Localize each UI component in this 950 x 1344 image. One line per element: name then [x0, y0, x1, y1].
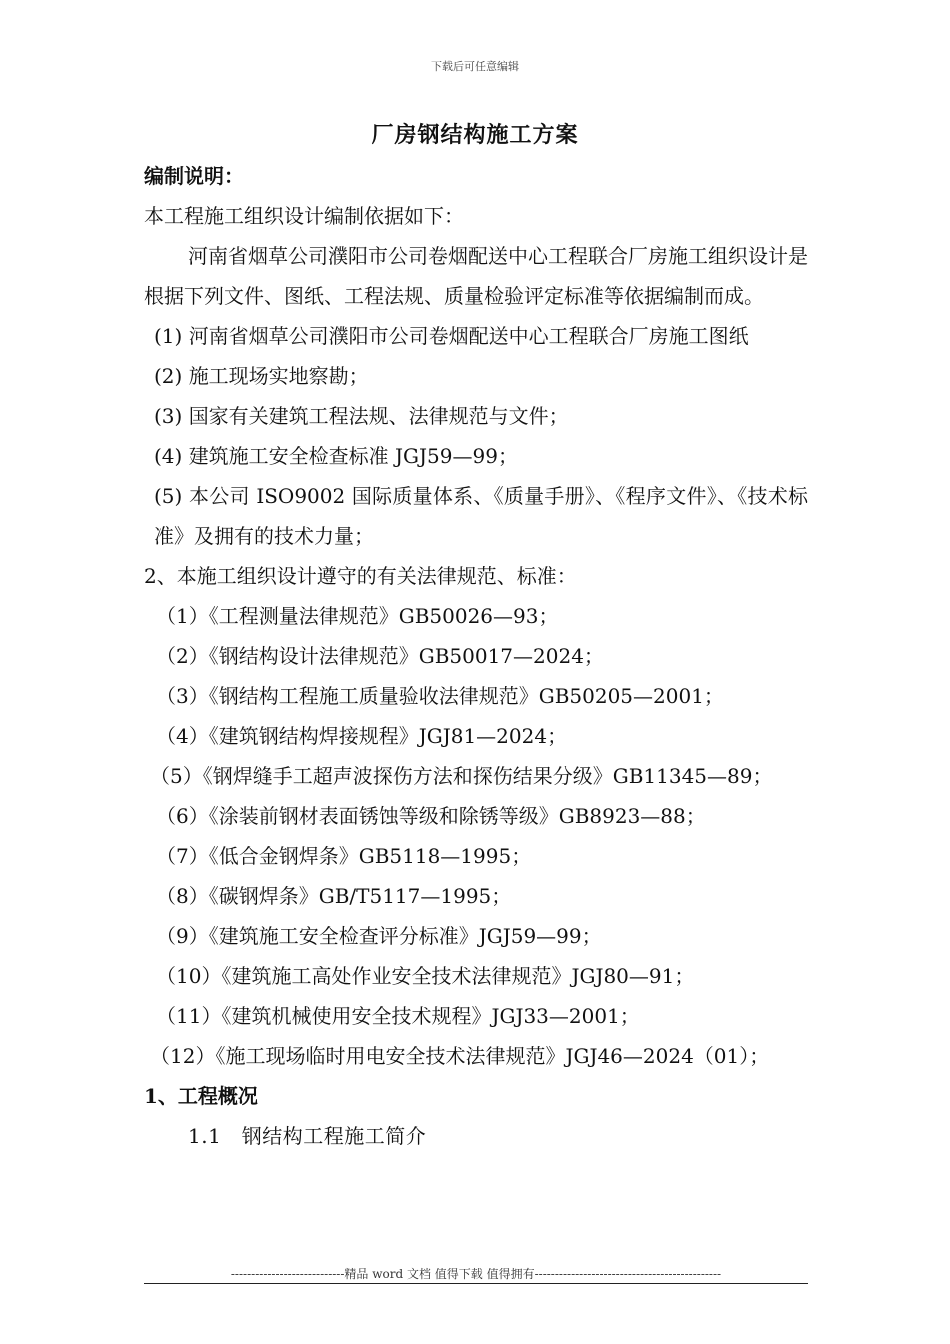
- header-note: 下载后可任意编辑: [431, 60, 519, 73]
- standard-item: （1）《工程测量法律规范》GB50026—93；: [156, 604, 559, 628]
- section-1-heading: 1、工程概况: [144, 1084, 258, 1108]
- standard-item: （4）《建筑钢结构焊接规程》JGJ81—2024；: [156, 724, 568, 748]
- standard-item: （7）《低合金钢焊条》GB5118—1995；: [156, 844, 532, 868]
- section-1-1-subheading: 1.1 钢结构工程施工简介: [188, 1124, 427, 1148]
- basis-item: (2) 施工现场实地察勘；: [154, 364, 369, 388]
- intro-line: 本工程施工组织设计编制依据如下：: [144, 204, 464, 228]
- standard-item: （2）《钢结构设计法律规范》GB50017—2024；: [156, 644, 604, 668]
- document-title: 厂房钢结构施工方案: [371, 122, 579, 148]
- basis-paragraph: 河南省烟草公司濮阳市公司卷烟配送中心工程联合厂房施工组织设计是根据下列文件、图纸、工程法规、质量检验评定标准等依据编制而成。: [144, 244, 808, 308]
- footer-divider: [144, 1283, 808, 1284]
- footer-note: ----------------------------精品 word 文档 值得下载 值得拥有----------------------------------------------: [230, 1267, 722, 1281]
- standard-item: （3）《钢结构工程施工质量验收法律规范》GB50205—2001；: [156, 684, 724, 708]
- heading-explanation: 编制说明：: [144, 164, 244, 188]
- basis-item: (4) 建筑施工安全检查标准 JGJ59—99；: [154, 444, 518, 468]
- basis-item: (3) 国家有关建筑工程法规、法律规范与文件；: [154, 404, 569, 428]
- standard-item: （12）《施工现场临时用电安全技术法律规范》JGJ46—2024（01）；: [150, 1044, 770, 1068]
- standard-item: （11）《建筑机械使用安全技术规程》JGJ33—2001；: [156, 1004, 640, 1028]
- basis-item: (1) 河南省烟草公司濮阳市公司卷烟配送中心工程联合厂房施工图纸: [154, 324, 749, 348]
- standard-item: （8）《碳钢焊条》GB/T5117—1995；: [156, 884, 512, 908]
- standards-heading: 2、本施工组织设计遵守的有关法律规范、标准：: [144, 564, 577, 588]
- standard-item: （6）《涂装前钢材表面锈蚀等级和除锈等级》GB8923—88；: [156, 804, 706, 828]
- document-body: [144, 156, 808, 1156]
- standard-item: （10）《建筑施工高处作业安全技术法律规范》JGJ80—91；: [156, 964, 695, 988]
- standard-item: （5）《钢焊缝手工超声波探伤方法和探伤结果分级》GB11345—89；: [150, 764, 773, 788]
- standard-item: （9）《建筑施工安全检查评分标准》JGJ59—99；: [156, 924, 602, 948]
- basis-item: (5) 本公司 ISO9002 国际质量体系、《质量手册》、《程序文件》、《技术标准》及拥有的技术力量；: [154, 484, 808, 548]
